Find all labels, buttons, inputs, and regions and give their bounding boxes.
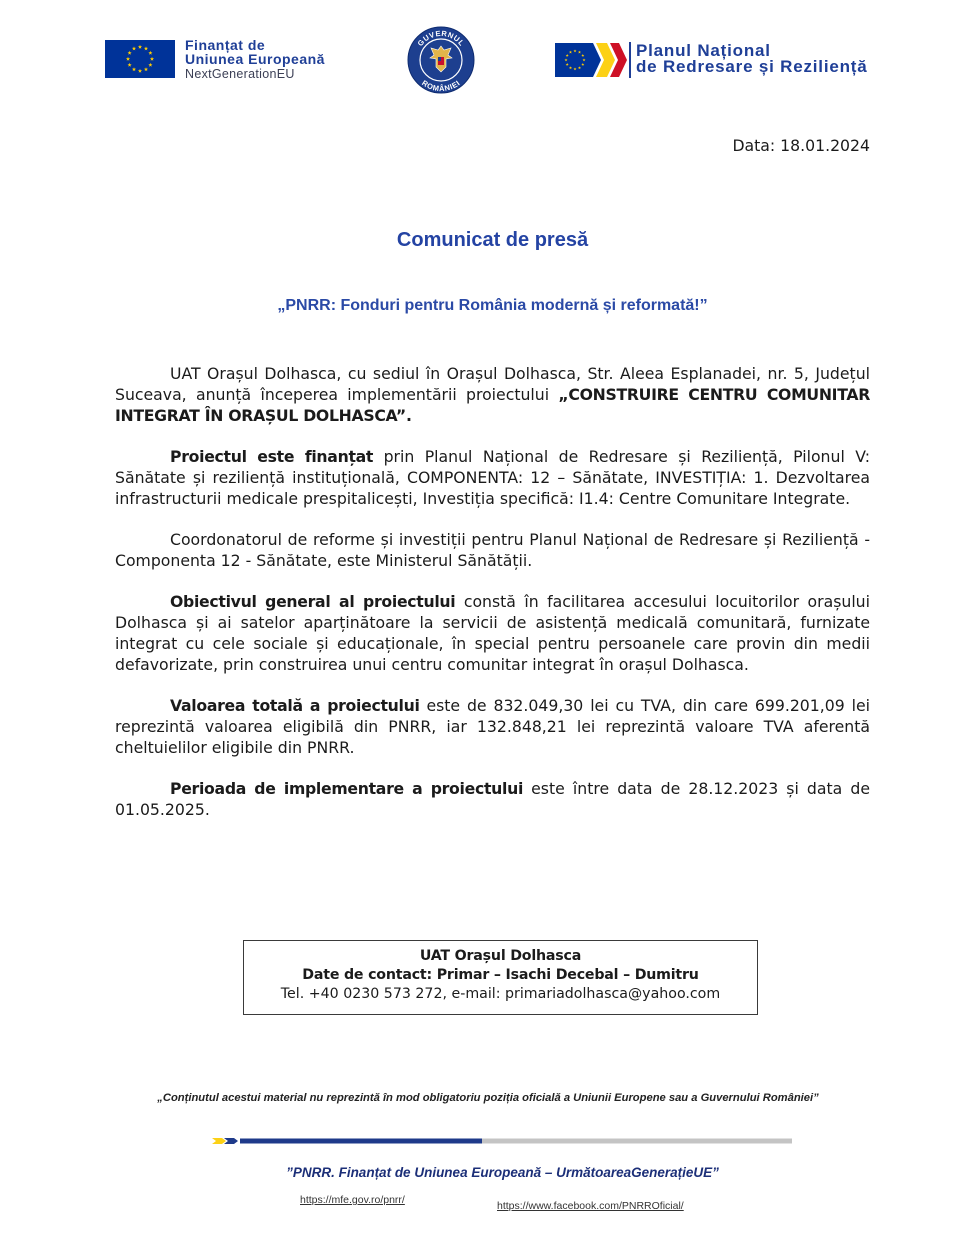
pnrr-logo-line2: de Redresare și Reziliență xyxy=(636,57,868,76)
paragraph-funding xyxy=(115,446,870,509)
paragraph-value xyxy=(115,695,870,758)
paragraph-coordinator xyxy=(115,529,870,571)
seal-bottom-text: ROMÂNIEI xyxy=(420,78,462,94)
page-subtitle: „PNRR: Fonduri pentru România modernă și reformată!” xyxy=(277,297,708,314)
contact-person: Date de contact: Primar – Isachi Decebal – Dumitru xyxy=(302,967,699,983)
press-release-body xyxy=(115,363,870,840)
contact-phone-email: Tel. +40 0230 573 272, e-mail: primariadolhasca@yahoo.com xyxy=(280,986,721,1002)
paragraph-text: este între data de 28.12.2023 și data de 01.05.2025. xyxy=(115,779,870,819)
eu-logo-line2: Uniunea Europeană xyxy=(185,51,325,67)
page-title: Comunicat de presă xyxy=(396,229,589,251)
government-seal-icon xyxy=(407,26,475,94)
facebook-link[interactable]: https://www.facebook.com/PNRROficial/ xyxy=(497,1200,684,1212)
pnrr-flag-icon xyxy=(555,43,627,77)
contact-organization: UAT Orașul Dolhasca xyxy=(419,948,582,964)
paragraph-objective xyxy=(115,591,870,675)
eu-flag-icon xyxy=(105,40,175,78)
paragraph-lead: Valoarea totală a proiectului xyxy=(170,696,420,715)
paragraph-lead: Obiectivul general al proiectului xyxy=(170,592,456,611)
disclaimer: „Conținutul acestui material nu reprezintă în mod obligatoriu poziția oficială a Uniunii Europene sau a Guvernului României” xyxy=(157,1092,819,1104)
footer-divider-bar xyxy=(210,1135,794,1147)
paragraph-text: prin Planul Național de Redresare și Reziliență, Pilonul V: Sănătate și reziliență instituțională, COMPONENTA: 12 – Sănătate, INVESTIȚIA: 1. Dezvoltarea infrastructurii medicale prespitalicești, Investiția specifică: I1.4: Centre Comunitare Integrate. xyxy=(115,447,870,508)
paragraph-lead: Proiectul este finanțat xyxy=(170,447,374,466)
pnrr-logo-line1: Planul Național xyxy=(636,41,771,60)
paragraph-text: Coordonatorul de reforme și investiții pentru Planul Național de Redresare și Reziliență - Componenta 12 - Sănătate, este Ministerul Sănătății. xyxy=(115,530,870,570)
eu-logo-text xyxy=(185,38,325,82)
project-name: „CONSTRUIRE CENTRU COMUNITAR INTEGRAT ÎN ORAȘUL DOLHASCA”. xyxy=(115,385,870,425)
mfe-link[interactable]: https://mfe.gov.ro/pnrr/ xyxy=(300,1194,405,1206)
seal-top-text: GUVERNUL xyxy=(415,28,467,48)
pnrr-logo-divider xyxy=(629,42,631,78)
footer-slogan: ”PNRR. Finanțat de Uniunea Europeană – UrmătoareaGenerațieUE” xyxy=(286,1165,719,1180)
paragraph-text: UAT Orașul Dolhasca, cu sediul în Orașul Dolhasca, Str. Aleea Esplanadei, nr. 5, Județul Suceava, anunță începerea implementării proiectului xyxy=(115,364,870,404)
paragraph-period xyxy=(115,778,870,820)
paragraph-text: constă în facilitarea accesului locuitorilor orașului Dolhasca și ai satelor aparținătoare la servicii de asistență medicală comunitară, furnizate integrat cu cele sociale și educaționale, în special pentru persoanele care provin din medii defavorizate, prin construirea unui centru comunitar integrat în orașul Dolhasca. xyxy=(115,592,870,674)
paragraph-text: este de 832.049,30 lei cu TVA, din care 699.201,09 lei reprezintă valoarea eligibilă din PNRR, iar 132.848,21 lei reprezintă valoare TVA aferentă cheltuielilor eligibile din PNRR. xyxy=(115,696,870,757)
paragraph-announcement xyxy=(115,363,870,426)
eu-logo-line3: NextGenerationEU xyxy=(185,67,295,81)
eu-logo-line1: Finanțat de xyxy=(185,37,266,53)
pnrr-arrow-icon xyxy=(212,1138,238,1144)
document-date: Data: 18.01.2024 xyxy=(732,136,870,155)
contact-box xyxy=(243,940,758,1015)
pnrr-logo-text xyxy=(636,43,868,75)
paragraph-lead: Perioada de implementare a proiectului xyxy=(170,779,524,798)
